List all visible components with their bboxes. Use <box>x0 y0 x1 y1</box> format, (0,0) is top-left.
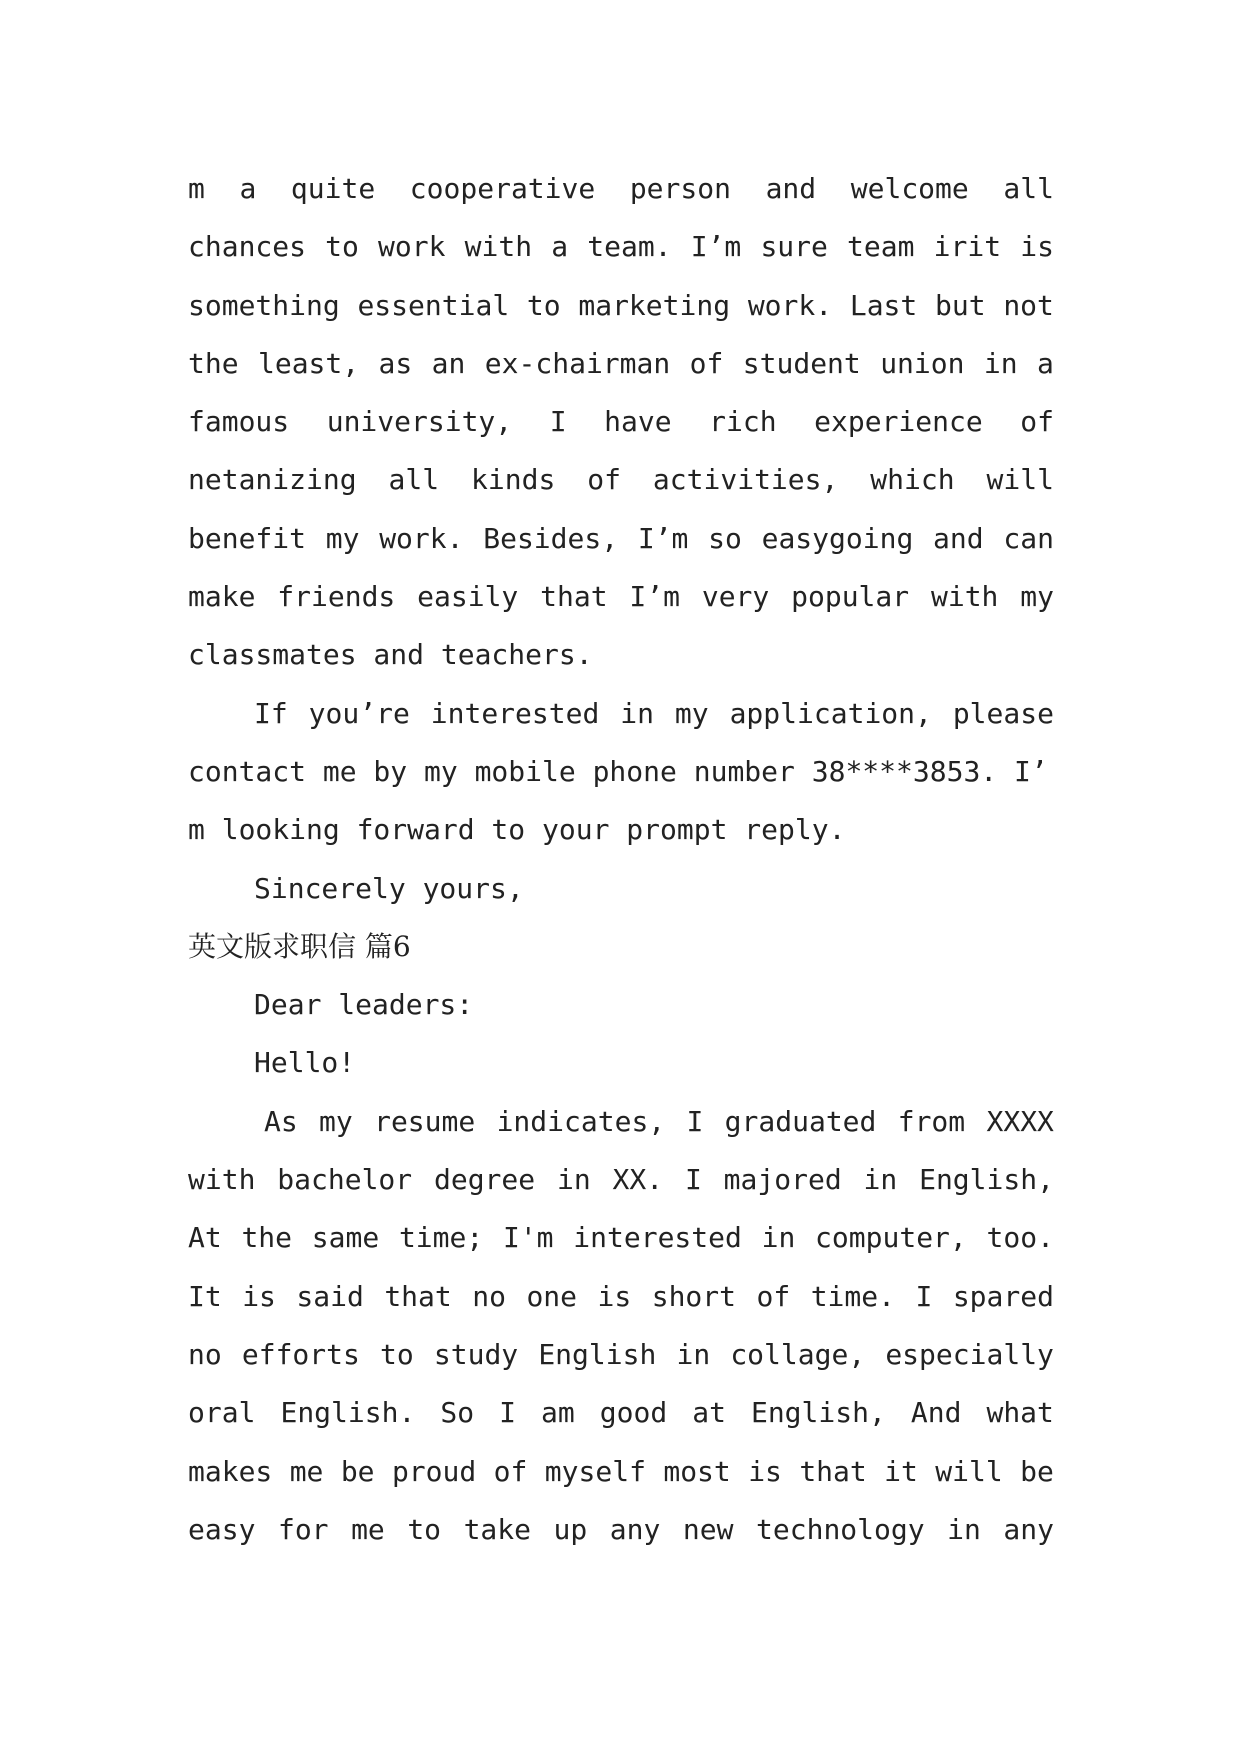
word: of <box>493 1454 528 1488</box>
word: I <box>549 405 567 439</box>
word: chances <box>188 230 307 264</box>
word: it <box>884 1454 918 1488</box>
word: short <box>651 1279 737 1313</box>
word: indicates, <box>496 1104 666 1138</box>
word: cooperative <box>409 172 596 205</box>
text-line: contact me by my mobile phone number 38****3853. I’ <box>188 754 1048 788</box>
word: be <box>1020 1454 1054 1488</box>
word: Last <box>849 288 918 322</box>
word: person <box>629 172 731 205</box>
word: famous <box>188 405 290 439</box>
word: time; <box>398 1221 484 1255</box>
word: one <box>526 1279 578 1313</box>
word: graduated <box>724 1104 877 1138</box>
word: my <box>319 1104 353 1138</box>
word: student <box>742 346 861 380</box>
word: please <box>952 696 1054 730</box>
word: rich <box>709 405 777 439</box>
text-line <box>188 1151 1054 1209</box>
closing-line: Sincerely yours, <box>254 871 524 905</box>
word: my <box>325 521 360 555</box>
word: a <box>1037 346 1054 380</box>
word: very <box>701 580 770 614</box>
word: all <box>388 463 440 497</box>
paragraph-first-line <box>188 685 1054 743</box>
word: me <box>351 1512 385 1546</box>
word: And <box>910 1396 962 1430</box>
word: in <box>947 1512 981 1546</box>
word: proud <box>391 1454 477 1488</box>
word: application, <box>729 696 932 730</box>
word: in <box>620 696 654 730</box>
word: something <box>188 288 340 322</box>
word: English, <box>750 1396 886 1430</box>
word: of <box>756 1279 791 1313</box>
word: that <box>799 1454 867 1488</box>
word: benefit <box>188 521 307 555</box>
text-line <box>188 393 1054 451</box>
word: new <box>682 1512 734 1546</box>
text-line <box>188 1209 1054 1267</box>
word: a <box>551 230 569 264</box>
word: kinds <box>471 463 556 497</box>
word: irit <box>933 230 1002 264</box>
word: sure <box>760 230 828 264</box>
word: in <box>761 1221 796 1255</box>
word: of <box>689 346 724 380</box>
word: the <box>241 1221 293 1255</box>
word: but <box>935 288 986 322</box>
word: activities, <box>652 463 839 497</box>
word: an <box>431 346 466 380</box>
word: me <box>289 1454 324 1488</box>
word: I’m <box>637 521 689 555</box>
word: English. <box>280 1396 416 1430</box>
word: So <box>440 1396 475 1430</box>
text-line <box>188 335 1054 393</box>
word: friends <box>277 580 396 614</box>
text-line <box>188 160 1054 218</box>
word: good <box>599 1396 668 1430</box>
word: collage, <box>730 1337 866 1371</box>
section-heading: 英文版求职信 篇6 <box>188 929 411 963</box>
word: is <box>748 1454 782 1488</box>
word: As <box>264 1104 298 1138</box>
text-line <box>188 568 1054 626</box>
word: I’m <box>629 580 680 614</box>
word: least, <box>257 346 360 380</box>
word: with <box>188 1163 256 1197</box>
word: If <box>254 696 288 730</box>
word: of <box>587 463 621 497</box>
word: resume <box>374 1104 476 1138</box>
word: which <box>870 463 955 497</box>
word: easygoing <box>761 521 914 555</box>
word: so <box>708 521 742 555</box>
word: Besides, <box>483 521 619 555</box>
word: essential <box>357 288 510 322</box>
paragraph-first-line <box>188 1093 1054 1151</box>
word: XXXX <box>986 1104 1054 1138</box>
word: with <box>464 230 533 264</box>
word: for <box>277 1512 329 1546</box>
text-line: classmates and teachers. <box>188 638 593 672</box>
word: all <box>1003 172 1054 205</box>
word: not <box>1003 288 1054 322</box>
text-line <box>188 1443 1054 1501</box>
text-line <box>188 451 1054 509</box>
text-line <box>188 1326 1054 1384</box>
word: to <box>526 288 561 322</box>
word: I’m <box>690 230 742 264</box>
word: easy <box>188 1512 256 1546</box>
word: English <box>538 1337 657 1371</box>
word: take <box>463 1512 532 1546</box>
word: and <box>765 172 817 205</box>
word: up <box>553 1512 588 1546</box>
word: university, <box>326 405 513 439</box>
word: m <box>188 172 205 205</box>
text-line: m looking forward to your prompt reply. <box>188 813 846 847</box>
word: too. <box>986 1221 1054 1255</box>
word: especially <box>885 1337 1054 1371</box>
word: makes <box>188 1454 273 1488</box>
word: at <box>692 1396 726 1430</box>
word: no <box>188 1337 222 1371</box>
word: no <box>472 1279 506 1313</box>
word: oral <box>188 1396 256 1430</box>
word: quite <box>290 172 376 205</box>
word: to <box>407 1512 442 1546</box>
word: time. <box>810 1279 895 1313</box>
text-line <box>188 1268 1054 1326</box>
word: interested <box>430 696 600 730</box>
word: is <box>1020 230 1054 264</box>
word: to <box>380 1337 414 1371</box>
word: study <box>433 1337 519 1371</box>
word: efforts <box>241 1337 360 1371</box>
word: work <box>378 230 446 264</box>
word: I'm <box>502 1221 554 1255</box>
word: will <box>986 463 1054 497</box>
word: team. <box>587 230 672 264</box>
word: will <box>935 1454 1003 1488</box>
word: English, <box>919 1163 1054 1197</box>
word: make <box>188 580 256 614</box>
word: a <box>239 172 257 205</box>
word: work. <box>379 521 464 555</box>
word: the <box>188 346 239 380</box>
word: of <box>1020 405 1054 439</box>
word: is <box>242 1279 276 1313</box>
greeting-line: Hello! <box>254 1046 356 1080</box>
text-line <box>188 218 1054 276</box>
word: any <box>609 1512 661 1546</box>
word: bachelor <box>277 1163 413 1197</box>
word: technology <box>756 1512 925 1546</box>
text-line <box>188 1501 1054 1559</box>
word: I <box>684 1163 702 1197</box>
word: my <box>674 696 709 730</box>
word: is <box>597 1279 632 1313</box>
word: At <box>188 1221 222 1255</box>
word: that <box>384 1279 452 1313</box>
word: be <box>340 1454 375 1488</box>
word: what <box>986 1396 1054 1430</box>
word: can <box>1003 521 1054 555</box>
word: XX. <box>612 1163 664 1197</box>
word: interested <box>573 1221 742 1255</box>
word: easily <box>417 580 519 614</box>
word: that <box>540 580 608 614</box>
word: same <box>311 1221 380 1255</box>
word: have <box>604 405 672 439</box>
word: and <box>933 521 984 555</box>
word: work. <box>747 288 833 322</box>
word: in <box>863 1163 898 1197</box>
word: said <box>296 1279 364 1313</box>
word: most <box>663 1454 731 1488</box>
word: as <box>378 346 413 380</box>
document-body <box>188 160 1054 1559</box>
word: any <box>1003 1512 1054 1546</box>
word: spared <box>952 1279 1054 1313</box>
salutation-line: Dear leaders: <box>254 988 474 1022</box>
text-line <box>188 277 1054 335</box>
word: netanizing <box>188 463 357 497</box>
word: in <box>983 346 1018 380</box>
text-line <box>188 1384 1054 1442</box>
word: in <box>556 1163 591 1197</box>
word: from <box>897 1104 966 1138</box>
word: you’re <box>308 696 410 730</box>
word: team <box>847 230 915 264</box>
word: experience <box>814 405 983 439</box>
word: degree <box>433 1163 536 1197</box>
word: in <box>676 1337 711 1371</box>
word: ex-chairman <box>484 346 671 380</box>
word: popular <box>791 580 910 614</box>
word: computer, <box>815 1221 967 1255</box>
word: I <box>915 1279 933 1313</box>
word: union <box>880 346 965 380</box>
word: my <box>1020 580 1054 614</box>
word: am <box>541 1396 575 1430</box>
word: I <box>686 1104 704 1138</box>
word: with <box>930 580 999 614</box>
word: majored <box>723 1163 842 1197</box>
text-line <box>188 510 1054 568</box>
word: welcome <box>850 172 969 205</box>
word: to <box>325 230 359 264</box>
word: marketing <box>578 288 731 322</box>
word: I <box>499 1396 516 1430</box>
word: myself <box>544 1454 646 1488</box>
word: It <box>188 1279 222 1313</box>
